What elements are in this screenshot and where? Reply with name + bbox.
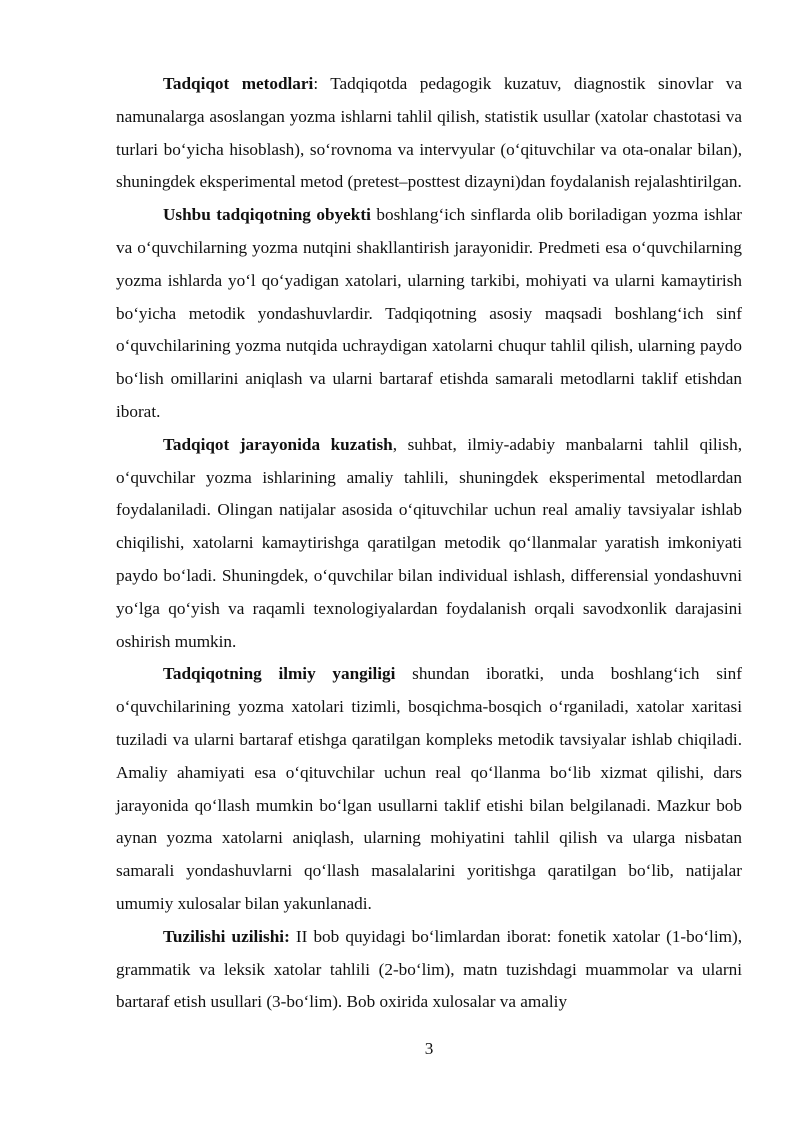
paragraph-text: boshlang‘ich sinflarda olib boriladigan yozma ishlar va o‘quvchilarning yozma nutqini shakllantirish jarayonidir. Predmeti esa o‘quvchilarning yozma ishlarda yo‘l qo‘yadigan xatolari, ularning tarkibi, mohiyati va ularni kamaytirish bo‘yicha metodik yondashuvlardir. Tadqiqotning asosiy maqsadi boshlang‘ich sinf o‘quvchilarining yozma nutqida uchraydigan xatolarni chuqur tahlil qilish, ularning paydo bo‘lish omillarini aniqlash va ularni bartaraf etishda samarali metodlarni taklif etishdan iborat.	[116, 205, 742, 421]
paragraph-lead: Ushbu tadqiqotning obyekti	[163, 205, 371, 225]
paragraph-process	[116, 429, 742, 659]
paragraph-methods	[116, 68, 742, 199]
paragraph-lead: Tadqiqot metodlari	[163, 74, 314, 93]
page-number-value: 3	[424, 1039, 434, 1058]
paragraph-lead: Tadqiqot jarayonida kuzatish	[163, 434, 393, 454]
paragraph-text: : Tadqiqotda pedagogik kuzatuv, diagnostik sinovlar va namunalarga asoslangan yozma ishlarni tahlil qilish, statistik usullar (xatolar chastotasi va turlari bo‘yicha hisoblash), so‘rovnoma va intervyular (o‘qituvchilar va ota-onalar bilan), shuningdek eksperimental metod (pretest–posttest dizayni)dan foydalanish rejalashtirilgan.	[116, 74, 742, 192]
paragraph-text: II bob quyidagi bo‘limlardan iborat: fonetik xatolar (1-bo‘lim), grammatik va leksik xatolar tahlili (2-bo‘lim), matn tuzishdagi muammolar va ularni bartaraf etish usullari (3-bo‘lim). Bob oxirida xulosalar va amaliy	[116, 926, 742, 1012]
paragraph-object	[116, 199, 742, 429]
paragraph-text: , suhbat, ilmiy-adabiy manbalarni tahlil qilish, o‘quvchilar yozma ishlarining amaliy tahlili, shuningdek eksperimental metodlardan foydalaniladi. Olingan natijalar asosida o‘qituvchilar uchun real amaliy tavsiyalar ishlab chiqilishi, xatolarni kamaytirishga qaratilgan metodik qo‘llanmalar yaratish imkoniyati paydo bo‘ladi. Shuningdek, o‘quvchilar bilan individual ishlash, differensial yondashuvni yo‘lga qo‘yish va raqamli texnologiyalardan foydalanish orqali savodxonlik darajasini oshirish mumkin.	[116, 434, 742, 651]
paragraph-lead: Tadqiqotning ilmiy yangiligi	[163, 664, 396, 684]
document-body	[116, 68, 742, 1019]
paragraph-novelty	[116, 658, 742, 920]
page-number	[0, 1037, 800, 1061]
paragraph-text: shundan iboratki, unda boshlang‘ich sinf o‘quvchilarining yozma xatolari tizimli, bosqichma-bosqich o‘rganiladi, xatolar xaritasi tuziladi va ularni bartaraf etishga qaratilgan kompleks metodik tavsiyalar ishlab chiqiladi. Amaliy ahamiyati esa o‘qituvchilar uchun real qo‘llanma bo‘lib xizmat qilishi, dars jarayonida qo‘llash mumkin bo‘lgan usullarni taklif etishi bilan belgilanadi. Mazkur bob aynan yozma xatolarni aniqlash, ularning mohiyatini tahlil qilish va ularga nisbatan samarali yondashuvlarni qo‘llash masalalarini yoritishga qaratilgan bo‘lib, natijalar umumiy xulosalar bilan yakunlanadi.	[116, 664, 742, 913]
paragraph-lead: Tuzilishi uzilishi:	[163, 926, 290, 946]
paragraph-structure	[116, 921, 742, 1019]
